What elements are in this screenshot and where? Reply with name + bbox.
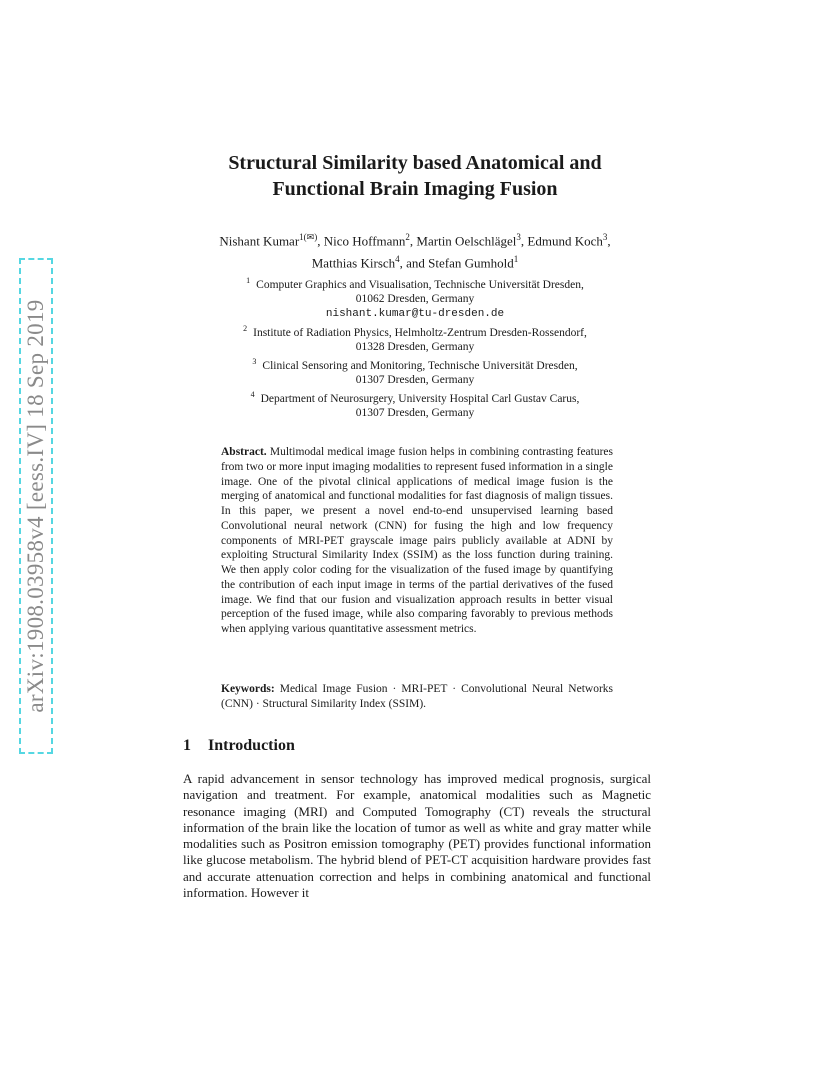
author-name: , Martin Oelschlägel [409,233,517,249]
affiliation-name: Clinical Sensoring and Monitoring, Technische Universität Dresden, [262,359,578,372]
author-name: Nishant Kumar [219,233,300,249]
affiliation-4 [180,388,650,421]
title-line-1: Structural Similarity based Anatomical and [228,152,602,174]
author-name: Matthias Kirsch [311,255,396,271]
affiliation-address: 01307 Dresden, Germany [355,374,475,387]
affiliation-name: Department of Neurosurgery, University Hospital Carl Gustav Carus, [260,392,580,405]
author-name: , Edmund Koch [520,233,603,249]
affiliation-address: 01062 Dresden, Germany [355,293,475,306]
affiliation-list [180,274,650,421]
author-separator: , [607,233,611,249]
affiliation-line [180,274,650,292]
author-line-1 [180,228,650,250]
affiliation-number: 3 [252,356,257,366]
affiliation-line [180,388,650,406]
keywords-label: Keywords: [221,683,275,695]
affiliation-1 [180,274,650,322]
affiliation-name: Computer Graphics and Visualisation, Technische Universität Dresden, [256,278,584,291]
arxiv-side-stamp [19,258,53,754]
paper-title [180,150,650,202]
section-number: 1 [183,737,191,754]
keywords-text: Medical Image Fusion · MRI-PET · Convolutional Neural Networks (CNN) · Structural Similarity Index (SSIM). [221,683,613,710]
author-affil-marker: 3 [516,232,521,242]
author-name: , and Stefan Gumhold [399,255,514,271]
abstract-text: Multimodal medical image fusion helps in combining contrasting features from two or more input imaging modalities to represent fused information in a single image. One of the pivotal clinical applications of medical image fusion is the merging of anatomical and functional modalities for fast diagnosis of malign tissues. In this paper, we present a novel end-to-end unsupervised learning based Convolutional neural network (CNN) for fusing the high and low frequency components of MRI-PET grayscale image pairs publicly available at ADNI by exploiting Structural Similarity Index (SSIM) as the loss function during training. We then apply color coding for the visualization of the fused image by quantifying the contribution of each input image in terms of the partial derivatives of the fused image. We find that our fusion and visualization approach results in better visual perception of the fused image, while also comparing favorably to previous methods when applying various quantitative assessment metrics. [221,446,614,635]
abstract-block [221,445,613,637]
arxiv-identifier: arXiv:1908.03958v4 [eess.IV] 18 Sep 2019 [23,299,48,713]
affiliation-number: 1 [246,276,251,285]
affiliation-number: 4 [250,389,255,399]
author-affil-marker: 1(✉) [299,232,318,242]
affiliation-line [180,355,650,373]
intro-paragraph: A rapid advancement in sensor technology has improved medical prognosis, surgical navigation and treatment. For example, anatomical modalities such as Magnetic resonance imaging (MRI) and Computed Tomography (CT) reveals the structural information of the brain like the location of tumor as well as white and gray matter while modalities such as Positron emission tomography (PET) provides functional information like glucose metabolism. The hybrid blend of PET-CT acquisition hardware provides fast and accurate attenuation correction and helps in combining anatomical and functional information. However it [183,771,651,901]
abstract-label: Abstract. [221,446,267,458]
author-list [180,228,650,273]
keywords-block [221,682,613,712]
affiliation-address: 01307 Dresden, Germany [355,407,475,420]
author-email-link[interactable]: nishant.kumar@tu-dresden.de [325,308,505,321]
affiliation-address: 01328 Dresden, Germany [355,341,475,354]
affiliation-name: Institute of Radiation Physics, Helmholtz-Zentrum Dresden-Rossendorf, [253,326,587,339]
author-affil-marker: 1 [513,254,519,265]
author-affil-marker: 3 [602,232,608,242]
author-affil-marker: 4 [395,254,400,265]
section-heading [183,737,295,755]
title-line-2: Functional Brain Imaging Fusion [272,178,558,200]
affiliation-3 [180,355,650,388]
author-affil-marker: 2 [405,232,410,242]
affiliation-2 [180,322,650,355]
author-name: , Nico Hoffmann [317,233,406,249]
section-title: Introduction [208,737,295,754]
author-line-2 [180,250,650,272]
affiliation-number: 2 [243,323,248,333]
affiliation-line [180,322,650,340]
